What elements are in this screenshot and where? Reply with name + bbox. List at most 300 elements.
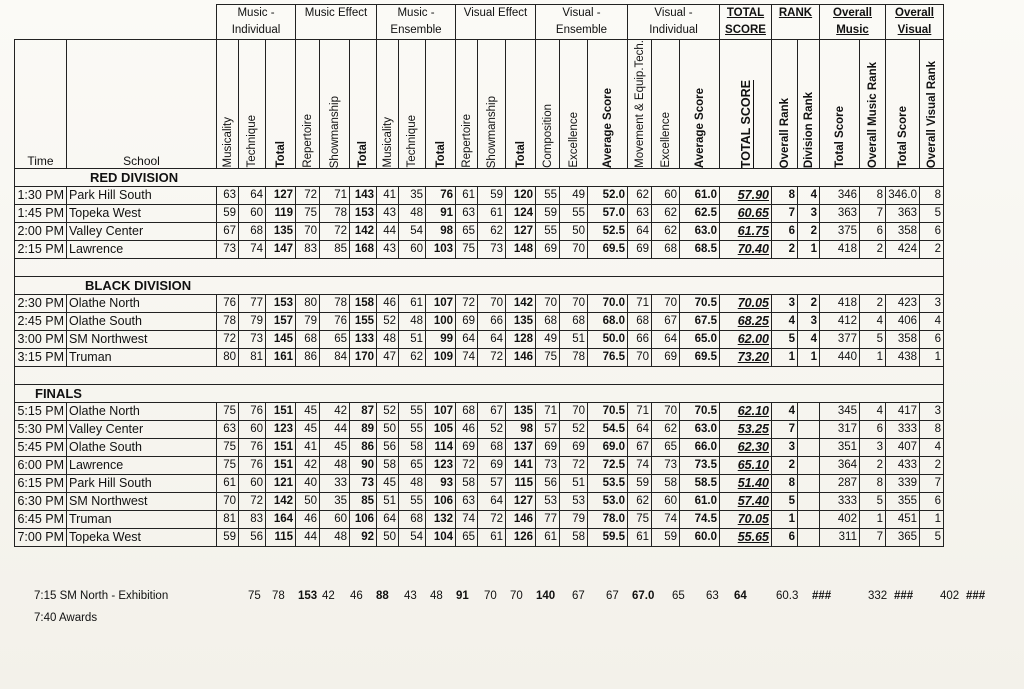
exhibition-value: 67 — [572, 590, 585, 602]
score-cell: 3 — [798, 204, 820, 222]
score-cell: 52 — [560, 420, 588, 438]
column-header — [652, 40, 680, 169]
score-cell: 44 — [377, 222, 399, 240]
score-cell: 69 — [456, 312, 478, 330]
column-header-label: Average Score — [693, 87, 706, 168]
score-cell: 161 — [266, 348, 296, 366]
score-cell: 53 — [536, 492, 560, 510]
score-cell: 3 — [920, 402, 944, 420]
score-cell: 4 — [798, 330, 820, 348]
score-cell: 106 — [426, 492, 456, 510]
table-row — [15, 222, 944, 240]
score-cell: 76.5 — [588, 348, 628, 366]
total-score-cell: 65.10 — [720, 456, 772, 474]
score-cell: 44 — [320, 420, 350, 438]
exhibition-value: 153 — [298, 590, 318, 602]
score-cell: 4 — [920, 312, 944, 330]
school-cell: Truman — [67, 510, 217, 528]
exhibition-label: 7:15 SM North - Exhibition — [34, 590, 169, 602]
score-cell: 115 — [506, 474, 536, 492]
column-header-label: Total Score — [833, 106, 846, 168]
score-cell: 75 — [217, 456, 239, 474]
score-cell: 60 — [399, 240, 426, 258]
column-header — [536, 40, 560, 169]
exhibition-value: 60.3 — [776, 590, 799, 602]
score-cell: 62 — [478, 222, 506, 240]
score-cell: 168 — [350, 240, 377, 258]
score-cell: 72 — [560, 456, 588, 474]
score-cell: 85 — [320, 240, 350, 258]
total-score-cell: 55.65 — [720, 528, 772, 546]
score-cell: 76 — [320, 312, 350, 330]
score-cell: 64 — [239, 186, 266, 204]
table-row — [15, 294, 944, 312]
score-cell: 59 — [478, 186, 506, 204]
group-header: Music - Ensemble — [377, 5, 456, 40]
score-cell: 58 — [560, 528, 588, 546]
score-cell: 7 — [860, 528, 886, 546]
score-cell: 53 — [560, 492, 588, 510]
score-cell: 76 — [217, 294, 239, 312]
score-cell: 155 — [350, 312, 377, 330]
score-cell: 69 — [536, 240, 560, 258]
score-cell: 57.0 — [588, 204, 628, 222]
score-cell: 6 — [772, 528, 798, 546]
score-cell: 42 — [320, 402, 350, 420]
score-cell: 61.0 — [680, 186, 720, 204]
score-cell: 60 — [239, 204, 266, 222]
column-header — [560, 40, 588, 169]
score-cell: 8 — [920, 420, 944, 438]
time-cell: 5:45 PM — [15, 438, 67, 456]
time-cell: 6:00 PM — [15, 456, 67, 474]
score-cell: 135 — [506, 402, 536, 420]
score-cell: 46 — [296, 510, 320, 528]
score-cell: 61 — [456, 186, 478, 204]
score-cell: 74 — [652, 510, 680, 528]
score-cell: 65 — [652, 438, 680, 456]
score-cell: 135 — [506, 312, 536, 330]
score-cell: 6 — [860, 222, 886, 240]
score-cell: 64 — [478, 492, 506, 510]
score-cell: 49 — [560, 186, 588, 204]
time-cell: 5:15 PM — [15, 402, 67, 420]
score-cell: 4 — [772, 402, 798, 420]
score-cell: 1 — [860, 348, 886, 366]
score-cell: 351 — [820, 438, 860, 456]
division-title: FINALS — [15, 384, 944, 402]
score-cell: 5 — [772, 330, 798, 348]
column-header — [920, 40, 944, 169]
score-cell: 52.0 — [588, 186, 628, 204]
score-cell: 81 — [217, 510, 239, 528]
score-cell: 73 — [217, 240, 239, 258]
score-cell: 55 — [536, 222, 560, 240]
score-cell: 5 — [920, 528, 944, 546]
total-score-cell: 57.90 — [720, 186, 772, 204]
column-header-label: Total — [514, 141, 527, 168]
score-cell: 142 — [506, 294, 536, 312]
group-header: Overall Visual — [886, 5, 944, 40]
score-cell: 71 — [628, 294, 652, 312]
score-cell: 1 — [772, 510, 798, 528]
score-cell: 60 — [239, 420, 266, 438]
score-cell: 70 — [296, 222, 320, 240]
score-cell: 72 — [217, 330, 239, 348]
exhibition-value: 63 — [706, 590, 719, 602]
score-cell: 40 — [296, 474, 320, 492]
score-cell: 78 — [217, 312, 239, 330]
score-cell: 4 — [860, 312, 886, 330]
score-cell: 70.5 — [680, 294, 720, 312]
total-score-cell: 62.00 — [720, 330, 772, 348]
score-cell: 3 — [798, 312, 820, 330]
score-cell: 68 — [239, 222, 266, 240]
score-cell: 68 — [478, 438, 506, 456]
score-cell: 51 — [560, 474, 588, 492]
score-cell: 4 — [920, 438, 944, 456]
column-header — [860, 40, 886, 169]
score-cell: 115 — [266, 528, 296, 546]
score-cell: 68 — [628, 312, 652, 330]
score-cell: 70.5 — [680, 402, 720, 420]
score-cell: 69 — [560, 438, 588, 456]
score-cell: 105 — [426, 420, 456, 438]
group-header: Overall Music — [820, 5, 886, 40]
score-cell: 52 — [377, 312, 399, 330]
score-cell: 70.5 — [588, 402, 628, 420]
score-cell: 123 — [426, 456, 456, 474]
score-cell: 364 — [820, 456, 860, 474]
total-score-cell: 73.20 — [720, 348, 772, 366]
table-row — [15, 330, 944, 348]
score-cell — [798, 402, 820, 420]
column-header-label: Total — [274, 141, 287, 168]
column-header-label: Technique — [406, 115, 418, 168]
score-cell: 71 — [536, 402, 560, 420]
score-cell: 75 — [296, 204, 320, 222]
score-cell: 48 — [399, 204, 426, 222]
score-cell: 92 — [350, 528, 377, 546]
score-cell: 127 — [506, 222, 536, 240]
score-cell: 59 — [217, 528, 239, 546]
score-cell: 57 — [478, 474, 506, 492]
score-cell: 57 — [536, 420, 560, 438]
score-cell: 45 — [320, 438, 350, 456]
score-cell: 1 — [860, 510, 886, 528]
score-cell: 78 — [320, 204, 350, 222]
exhibition-value: 67.0 — [632, 590, 655, 602]
exhibition-value: 65 — [672, 590, 685, 602]
score-cell: 64 — [628, 222, 652, 240]
score-cell: 440 — [820, 348, 860, 366]
score-cell: 73 — [350, 474, 377, 492]
score-cell: 76 — [426, 186, 456, 204]
score-cell: 62.5 — [680, 204, 720, 222]
score-cell: 50 — [560, 222, 588, 240]
score-cell: 418 — [820, 294, 860, 312]
column-header — [426, 40, 456, 169]
score-cell: 127 — [266, 186, 296, 204]
table-row — [15, 474, 944, 492]
score-cell: 3 — [920, 294, 944, 312]
score-cell: 51 — [377, 492, 399, 510]
score-cell: 69.0 — [588, 438, 628, 456]
score-cell: 7 — [772, 420, 798, 438]
exhibition-value: ### — [894, 590, 914, 602]
score-cell: 69 — [478, 456, 506, 474]
column-header-label: Excellence — [567, 112, 580, 168]
score-cell: 78 — [560, 348, 588, 366]
score-cell: 73 — [652, 456, 680, 474]
score-cell: 59 — [217, 204, 239, 222]
division-header-row — [15, 384, 944, 402]
score-cell: 54 — [399, 528, 426, 546]
exhibition-value: 42 — [322, 590, 335, 602]
score-cell: 51 — [399, 330, 426, 348]
score-cell: 65 — [320, 330, 350, 348]
table-row — [15, 240, 944, 258]
school-cell: Olathe North — [67, 294, 217, 312]
score-cell: 60 — [239, 474, 266, 492]
score-cell: 53.5 — [588, 474, 628, 492]
school-cell: Topeka West — [67, 528, 217, 546]
score-cell: 417 — [886, 402, 920, 420]
column-header-label: Average Score — [601, 87, 614, 168]
division-header-row — [15, 168, 944, 186]
score-cell: 103 — [426, 240, 456, 258]
column-header — [720, 40, 772, 169]
score-cell: 151 — [266, 456, 296, 474]
score-cell: 106 — [350, 510, 377, 528]
score-cell: 164 — [266, 510, 296, 528]
score-cell: 63 — [456, 204, 478, 222]
score-cell: 65 — [456, 222, 478, 240]
score-cell: 133 — [350, 330, 377, 348]
score-cell: 55 — [399, 402, 426, 420]
score-cell: 50 — [296, 492, 320, 510]
score-cell: 62 — [628, 492, 652, 510]
score-cell: 70 — [536, 294, 560, 312]
score-cell: 52 — [377, 402, 399, 420]
score-cell: 2 — [772, 456, 798, 474]
school-cell: Lawrence — [67, 456, 217, 474]
score-cell: 60 — [652, 186, 680, 204]
score-cell: 71 — [628, 402, 652, 420]
score-cell: 412 — [820, 312, 860, 330]
score-cell: 42 — [296, 456, 320, 474]
score-cell: 68 — [399, 510, 426, 528]
exhibition-value: 43 — [404, 590, 417, 602]
score-cell: 69.5 — [680, 348, 720, 366]
score-cell: 69 — [536, 438, 560, 456]
score-cell: 358 — [886, 222, 920, 240]
score-cell: 147 — [266, 240, 296, 258]
score-cell: 72.5 — [588, 456, 628, 474]
score-cell: 70.0 — [588, 294, 628, 312]
score-cell: 74 — [456, 510, 478, 528]
score-cell: 60 — [652, 492, 680, 510]
score-cell: 153 — [266, 294, 296, 312]
score-cell: 2 — [920, 456, 944, 474]
score-cell: 75 — [217, 438, 239, 456]
total-score-cell: 70.40 — [720, 240, 772, 258]
column-header-label: Excellence — [659, 112, 672, 168]
score-cell: 98 — [506, 420, 536, 438]
score-cell: 311 — [820, 528, 860, 546]
column-header-label: Repertoire — [460, 114, 473, 168]
score-cell: 2 — [798, 294, 820, 312]
score-cell: 148 — [506, 240, 536, 258]
total-score-cell: 68.25 — [720, 312, 772, 330]
score-cell: 72 — [478, 348, 506, 366]
score-cell: 438 — [886, 348, 920, 366]
school-cell: Olathe North — [67, 402, 217, 420]
score-cell: 47 — [377, 348, 399, 366]
exhibition-value: 78 — [272, 590, 285, 602]
table-row — [15, 492, 944, 510]
table-row — [15, 438, 944, 456]
score-cell: 53.0 — [588, 492, 628, 510]
score-cell: 451 — [886, 510, 920, 528]
school-cell: Topeka West — [67, 204, 217, 222]
score-cell: 119 — [266, 204, 296, 222]
column-header-label: Composition — [541, 103, 554, 168]
column-header — [628, 40, 652, 169]
score-cell: 157 — [266, 312, 296, 330]
group-header: TOTAL SCORE — [720, 5, 772, 40]
score-cell: 61 — [399, 294, 426, 312]
score-cell: 46 — [377, 294, 399, 312]
score-cell: 2 — [798, 222, 820, 240]
score-cell: 5 — [860, 330, 886, 348]
score-cell: 424 — [886, 240, 920, 258]
column-header-label: Overall Rank — [778, 97, 791, 168]
school-cell: Park Hill South — [67, 186, 217, 204]
score-cell: 146 — [506, 510, 536, 528]
score-cell: 5 — [860, 492, 886, 510]
score-cell: 7 — [920, 474, 944, 492]
score-cell: 78.0 — [588, 510, 628, 528]
score-cell: 89 — [350, 420, 377, 438]
score-cell: 3 — [860, 438, 886, 456]
total-score-cell: 70.05 — [720, 294, 772, 312]
score-cell: 8 — [772, 474, 798, 492]
column-header-label: Showmanship — [328, 95, 341, 168]
score-cell: 84 — [320, 348, 350, 366]
score-cell: 143 — [350, 186, 377, 204]
score-cell: 6 — [772, 222, 798, 240]
exhibition-value: 70 — [484, 590, 497, 602]
score-cell: 70 — [560, 294, 588, 312]
time-cell: 6:45 PM — [15, 510, 67, 528]
column-header — [886, 40, 920, 169]
score-cell: 128 — [506, 330, 536, 348]
score-cell: 407 — [886, 438, 920, 456]
score-cell: 70 — [652, 402, 680, 420]
score-cell: 64 — [377, 510, 399, 528]
group-header: Visual - Individual — [628, 5, 720, 40]
column-header-label: Division Rank — [802, 91, 815, 168]
score-cell: 64 — [628, 420, 652, 438]
score-cell: 363 — [886, 204, 920, 222]
score-cell: 4 — [798, 186, 820, 204]
column-header-label: Overall Visual Rank — [925, 60, 938, 168]
score-cell: 44 — [296, 528, 320, 546]
score-cell: 109 — [426, 348, 456, 366]
score-cell: 70 — [652, 294, 680, 312]
score-cell: 98 — [426, 222, 456, 240]
column-header-label: Showmanship — [485, 95, 498, 168]
score-cell: 7 — [860, 204, 886, 222]
column-header — [680, 40, 720, 169]
school-cell: Park Hill South — [67, 474, 217, 492]
score-cell: 153 — [350, 204, 377, 222]
score-cell: 1 — [772, 348, 798, 366]
score-cell: 59 — [628, 474, 652, 492]
score-cell: 63 — [628, 204, 652, 222]
exhibition-value: 140 — [536, 590, 556, 602]
score-cell: 64 — [652, 330, 680, 348]
score-cell: 80 — [217, 348, 239, 366]
score-cell: 93 — [426, 474, 456, 492]
score-cell: 433 — [886, 456, 920, 474]
table-row — [15, 312, 944, 330]
score-cell: 137 — [506, 438, 536, 456]
score-cell: 358 — [886, 330, 920, 348]
table-row — [15, 348, 944, 366]
time-cell: 3:15 PM — [15, 348, 67, 366]
score-cell: 151 — [266, 402, 296, 420]
score-cell: 2 — [772, 240, 798, 258]
time-cell: 3:00 PM — [15, 330, 67, 348]
score-cell: 74.5 — [680, 510, 720, 528]
score-cell: 67 — [478, 402, 506, 420]
column-header — [478, 40, 506, 169]
score-cell: 64 — [478, 330, 506, 348]
column-header-label: Overall Music Rank — [866, 61, 879, 168]
school-cell: Lawrence — [67, 240, 217, 258]
score-cell: 346.0 — [886, 186, 920, 204]
score-cell: 43 — [377, 240, 399, 258]
score-cell: 8 — [772, 186, 798, 204]
column-header — [506, 40, 536, 169]
division-title: RED DIVISION — [15, 168, 944, 186]
score-cell: 50 — [377, 420, 399, 438]
score-cell: 45 — [296, 420, 320, 438]
score-cell: 48 — [377, 330, 399, 348]
score-cell: 61 — [536, 528, 560, 546]
score-cell: 74 — [456, 348, 478, 366]
score-cell: 86 — [296, 348, 320, 366]
score-cell — [798, 474, 820, 492]
score-cell: 63 — [217, 420, 239, 438]
score-cell: 75 — [536, 348, 560, 366]
score-cell: 126 — [506, 528, 536, 546]
score-cell: 59 — [652, 528, 680, 546]
column-header-row — [15, 40, 944, 169]
score-cell: 6 — [920, 330, 944, 348]
score-cell: 69 — [456, 438, 478, 456]
score-cell: 287 — [820, 474, 860, 492]
score-cell: 151 — [266, 438, 296, 456]
group-header: RANK — [772, 5, 820, 40]
time-cell: 2:00 PM — [15, 222, 67, 240]
exhibition-value: 332 — [868, 590, 888, 602]
score-cell: 41 — [296, 438, 320, 456]
score-cell: 142 — [266, 492, 296, 510]
score-cell: 56 — [239, 528, 266, 546]
